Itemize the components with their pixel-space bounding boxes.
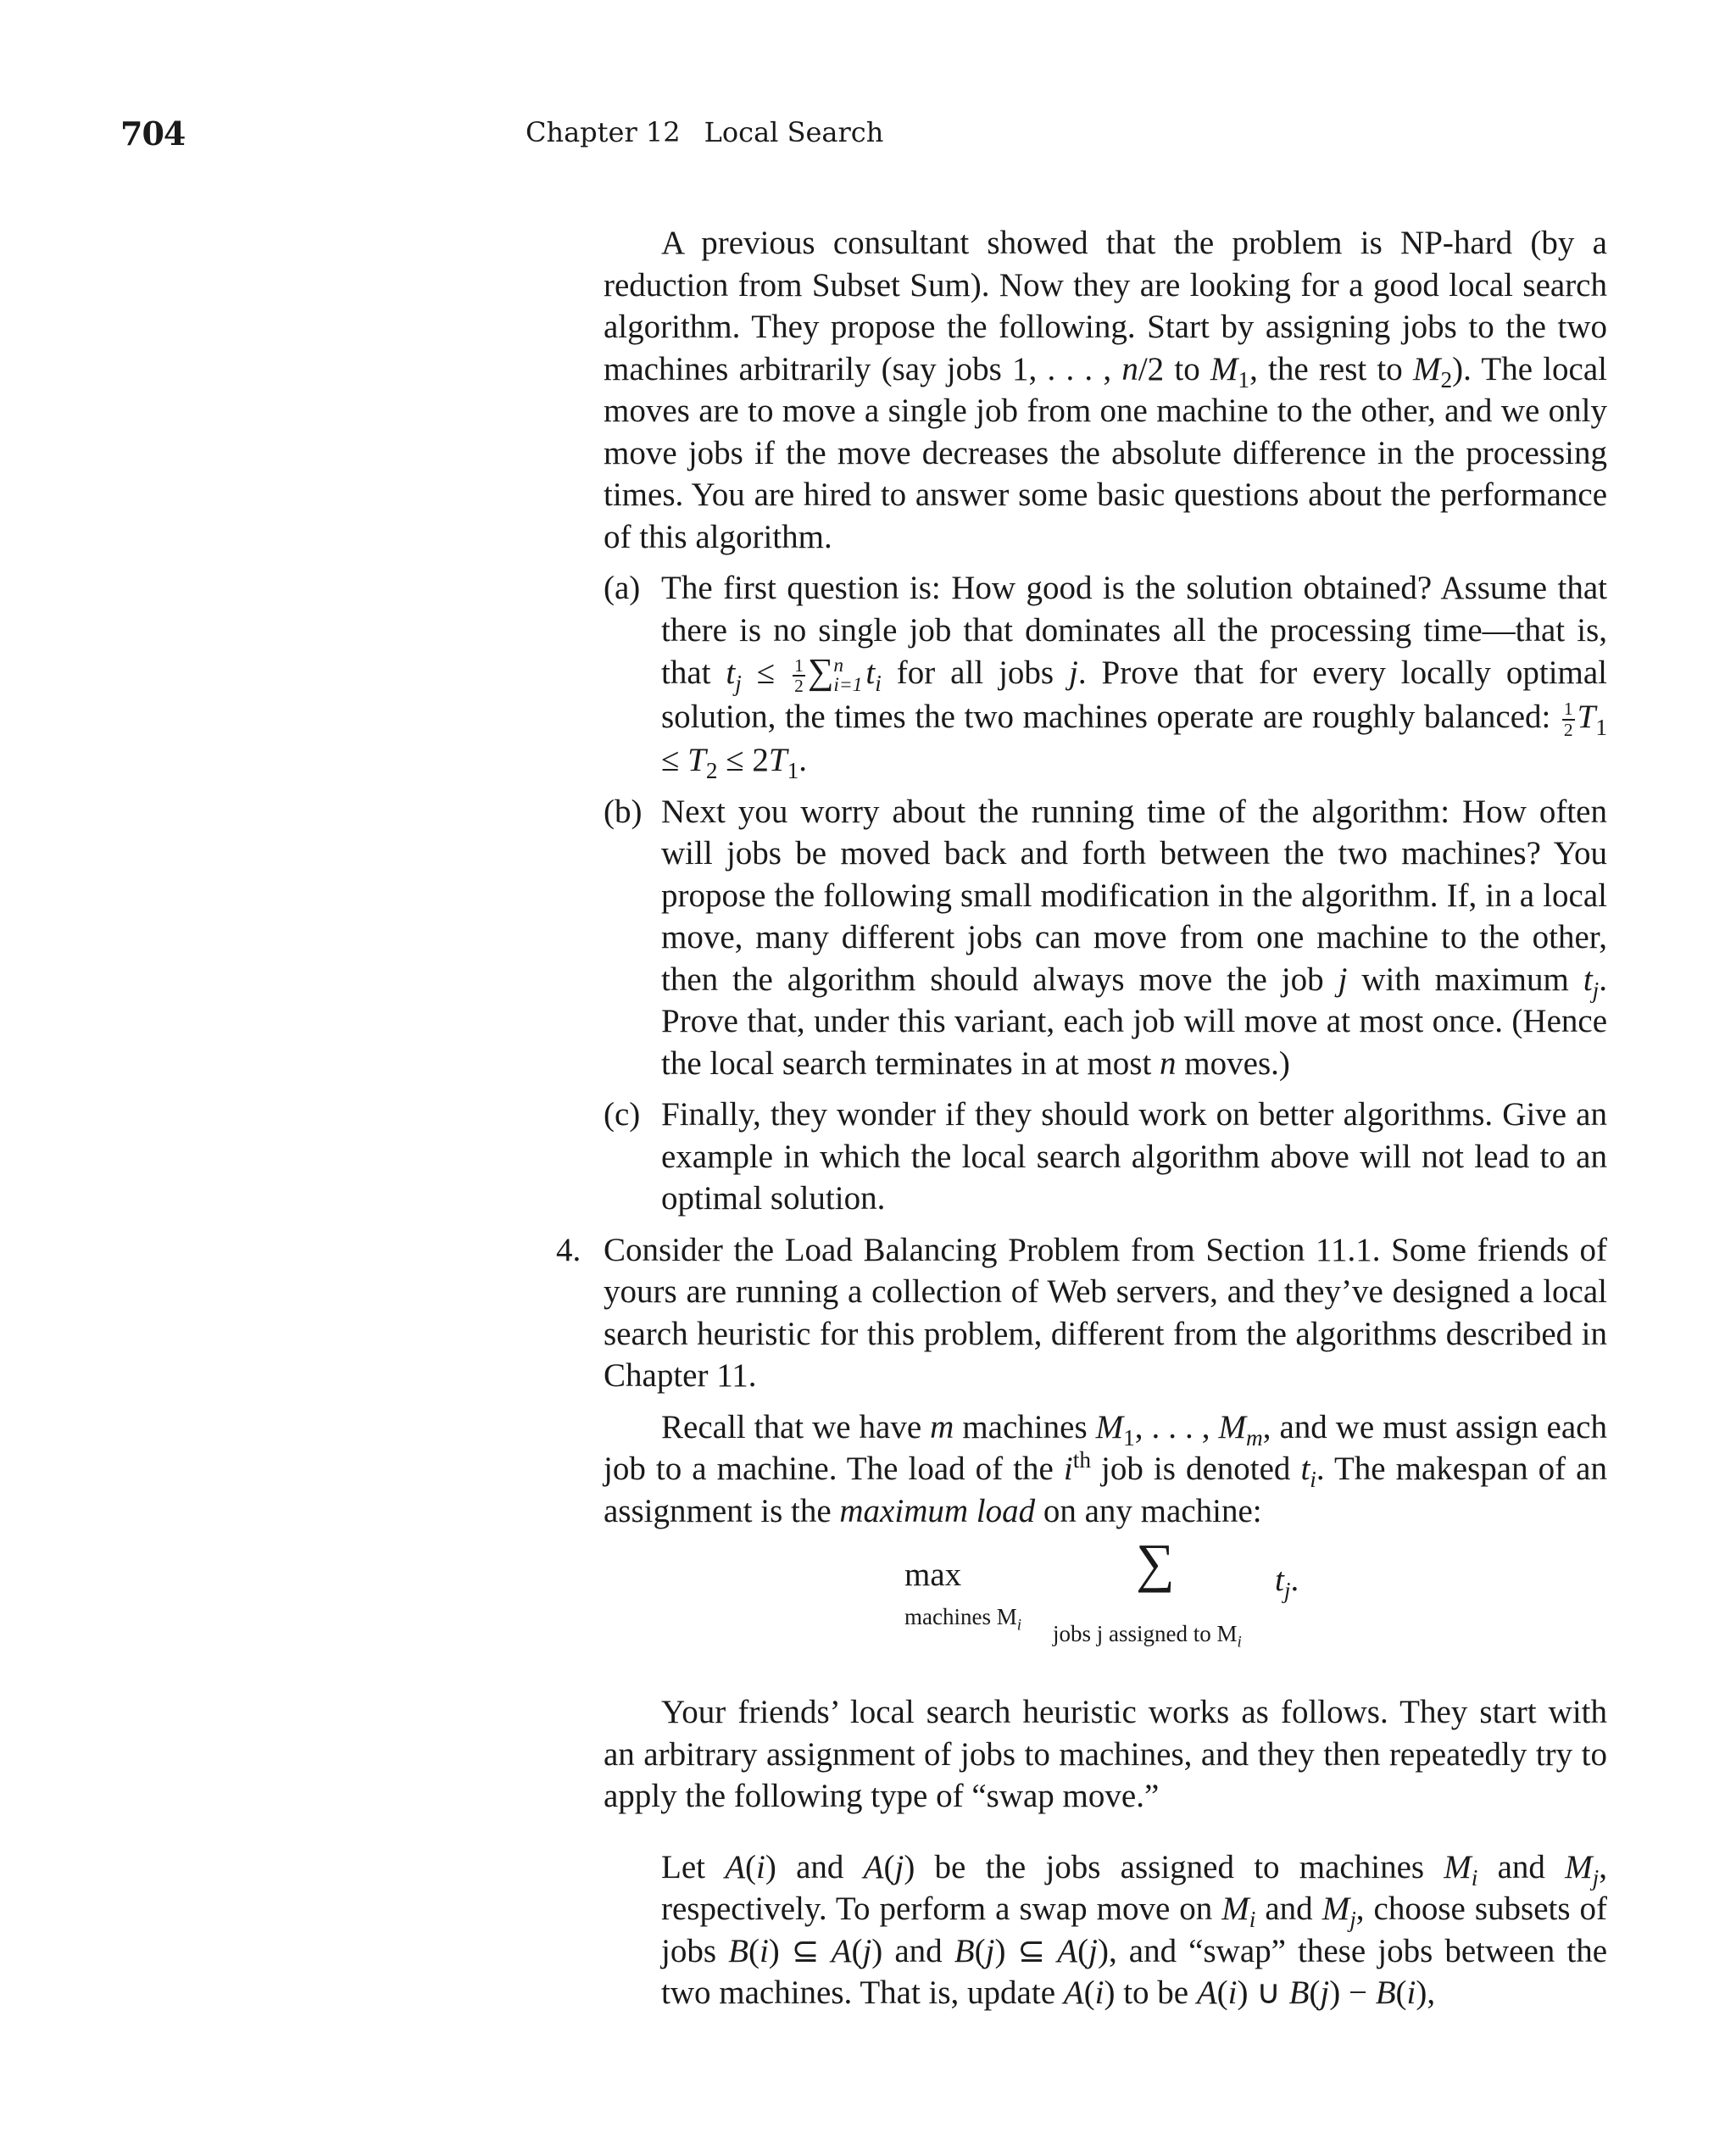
friends-paragraph: Your friends’ local search heuristic works as follows. They start with an arbitrary assignment of jobs to machines, and they then repeatedly try to apply the following type of “swap move.” (604, 1694, 1607, 1815)
exercise-4-label: 4. (556, 1231, 581, 1268)
swap-move-definition: Let A(i) and A(j) be the jobs assigned to machines $M_i$ and $M_j$, respectively. To perform a swap move on $M_i$ and $M_j$, choose subsets of jobs B(i) ⊆ A(j) and B(j) ⊆ A(j), and “swap” these jobs between the two machines. That is, update A(i) to be A(i) ∪ B(j) − B(i), (661, 1848, 1608, 2012)
recall-paragraph: Recall that we have m machines $M_1$, . . . , $M_m$, and we must assign each job to a machine. The load of the $i^{th}$ job is denoted $t_i$. The makespan of an assignment is the maximum load on any machine: (604, 1408, 1607, 1529)
item-c-label: (c) (604, 1096, 641, 1133)
chapter-label: Chapter 12 (526, 116, 681, 148)
item-a-label: (a) (604, 570, 641, 606)
item-b-label: (b) (604, 793, 643, 830)
item-a: (a) The first question is: How good is the solution obtained? Assume that there is no single job that dominates all the processing time—that is, that $t_j$ ≤ $\frac{1}{2}$ ∑ n i=1 $t_i$ for all jobs j. Prove that for every locally optimal solution, the times the two machines operate are roughly balanced: $\frac{1}{2}$ $T_1 \le T_2 \le 2T_1$. (604, 567, 1607, 782)
running-head (526, 116, 883, 148)
main-text (556, 222, 1608, 2014)
item-c: (c) Finally, they wonder if they should work on better algorithms. Give an example in which the local search algorithm above will not lead to an optimal solution. (604, 1094, 1607, 1220)
exercise-4: 4. Consider the Load Balancing Problem from Section 11.1. Some friends of yours are running a collection of Web servers, and they’ve designed a local search heuristic for this problem, different from the algorithms described in Chapter 11. (604, 1229, 1607, 1397)
chapter-title: Local Search (704, 116, 884, 148)
page-number: 704 (120, 114, 186, 153)
eq-sum-subscript: jobs j assigned to $M_i$ (1053, 1621, 1242, 1651)
eq-max-subscript: machines $M_i$ (904, 1604, 1021, 1634)
eq-sum-symbol: ∑ (1136, 1533, 1175, 1594)
intro-paragraph: A previous consultant showed that the problem is NP-hard (by a reduction from Subset Sum). Now they are looking for a good local search algorithm. They propose the following. Start by assigning jobs to the two machines arbitrarily (say jobs 1, . . . , n/2 to $M_1$, the rest to $M_2$). The local moves are to move a single job from one machine to the other, and we only move jobs if the move decreases the absolute difference in the processing times. You are hired to answer some basic questions about the performance of this algorithm. (604, 225, 1607, 555)
eq-max: max (904, 1556, 962, 1594)
makespan-equation (604, 1533, 1607, 1662)
eq-term: $t_j$. (1275, 1562, 1299, 1603)
item-b: (b) Next you worry about the running time of the algorithm: How often will jobs be moved back and forth between the two machines? You propose the following small modification in the algorithm. If, in a local move, many different jobs can move from one machine to the other, then the algorithm should always move the job j with maximum $t_j$. Prove that, under this variant, each job will move at most once. (Hence the local search terminates in at most n moves.) (604, 791, 1607, 1085)
